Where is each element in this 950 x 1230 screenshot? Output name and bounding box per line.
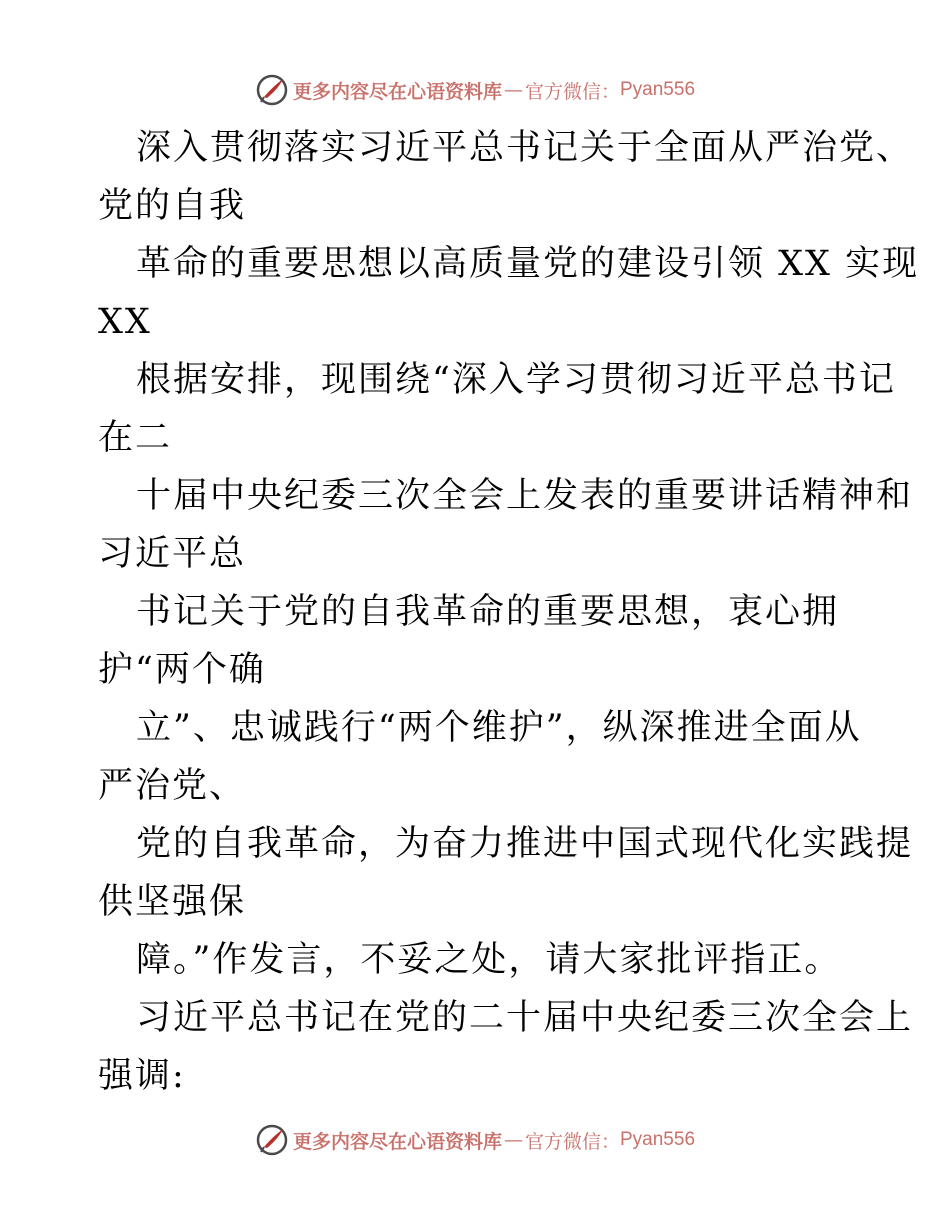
footer-wechat-label: 官方微信： [524, 1130, 620, 1153]
body-line-9: 书记关于党的自我革命的重要思想，衷心拥 [136, 592, 840, 632]
quill-logo-icon [255, 1123, 289, 1157]
document-body [98, 119, 920, 1105]
footer-dash: — [503, 1129, 523, 1151]
body-line-17: 强调: [98, 1056, 186, 1096]
header-banner [0, 70, 950, 110]
body-line-11: 立”、忠诚践行“两个维护”，纵深推进全面从 [136, 708, 862, 748]
header-wechat-id: Pyan556 [620, 79, 696, 100]
header-dash: — [503, 79, 523, 101]
body-line-4: XX [98, 302, 152, 342]
quill-logo-icon [255, 73, 289, 107]
header-banner-inner [255, 73, 695, 107]
body-line-1: 深入贯彻落实习近平总书记关于全面从严治党、 [136, 128, 914, 168]
body-line-6: 在二 [98, 418, 173, 458]
body-line-7: 十届中央纪委三次全会上发表的重要讲话精神和 [136, 476, 914, 516]
footer-wechat-id: Pyan556 [620, 1129, 696, 1150]
body-line-10: 护“两个确 [98, 650, 266, 690]
header-wechat-label: 官方微信： [524, 80, 620, 103]
body-line-13: 党的自我革命，为奋力推进中国式现代化实践提 [136, 824, 914, 864]
header-site-text: 更多内容尽在心语资料库 [292, 80, 502, 103]
body-line-15: 障。”作发言，不妥之处，请大家批评指正。 [136, 940, 842, 980]
body-line-12: 严治党、 [98, 766, 247, 806]
body-line-2: 党的自我 [98, 186, 247, 226]
body-line-5: 根据安排，现围绕“深入学习贯彻习近平总书记 [136, 360, 896, 400]
footer-banner [0, 1120, 950, 1160]
body-line-16: 习近平总书记在党的二十届中央纪委三次全会上 [136, 998, 914, 1038]
body-line-3: 革命的重要思想以高质量党的建设引领 XX 实现 [136, 244, 920, 284]
footer-site-text: 更多内容尽在心语资料库 [292, 1130, 502, 1153]
footer-banner-inner [255, 1123, 695, 1157]
body-line-8: 习近平总 [98, 534, 247, 574]
body-line-14: 供坚强保 [98, 882, 247, 922]
